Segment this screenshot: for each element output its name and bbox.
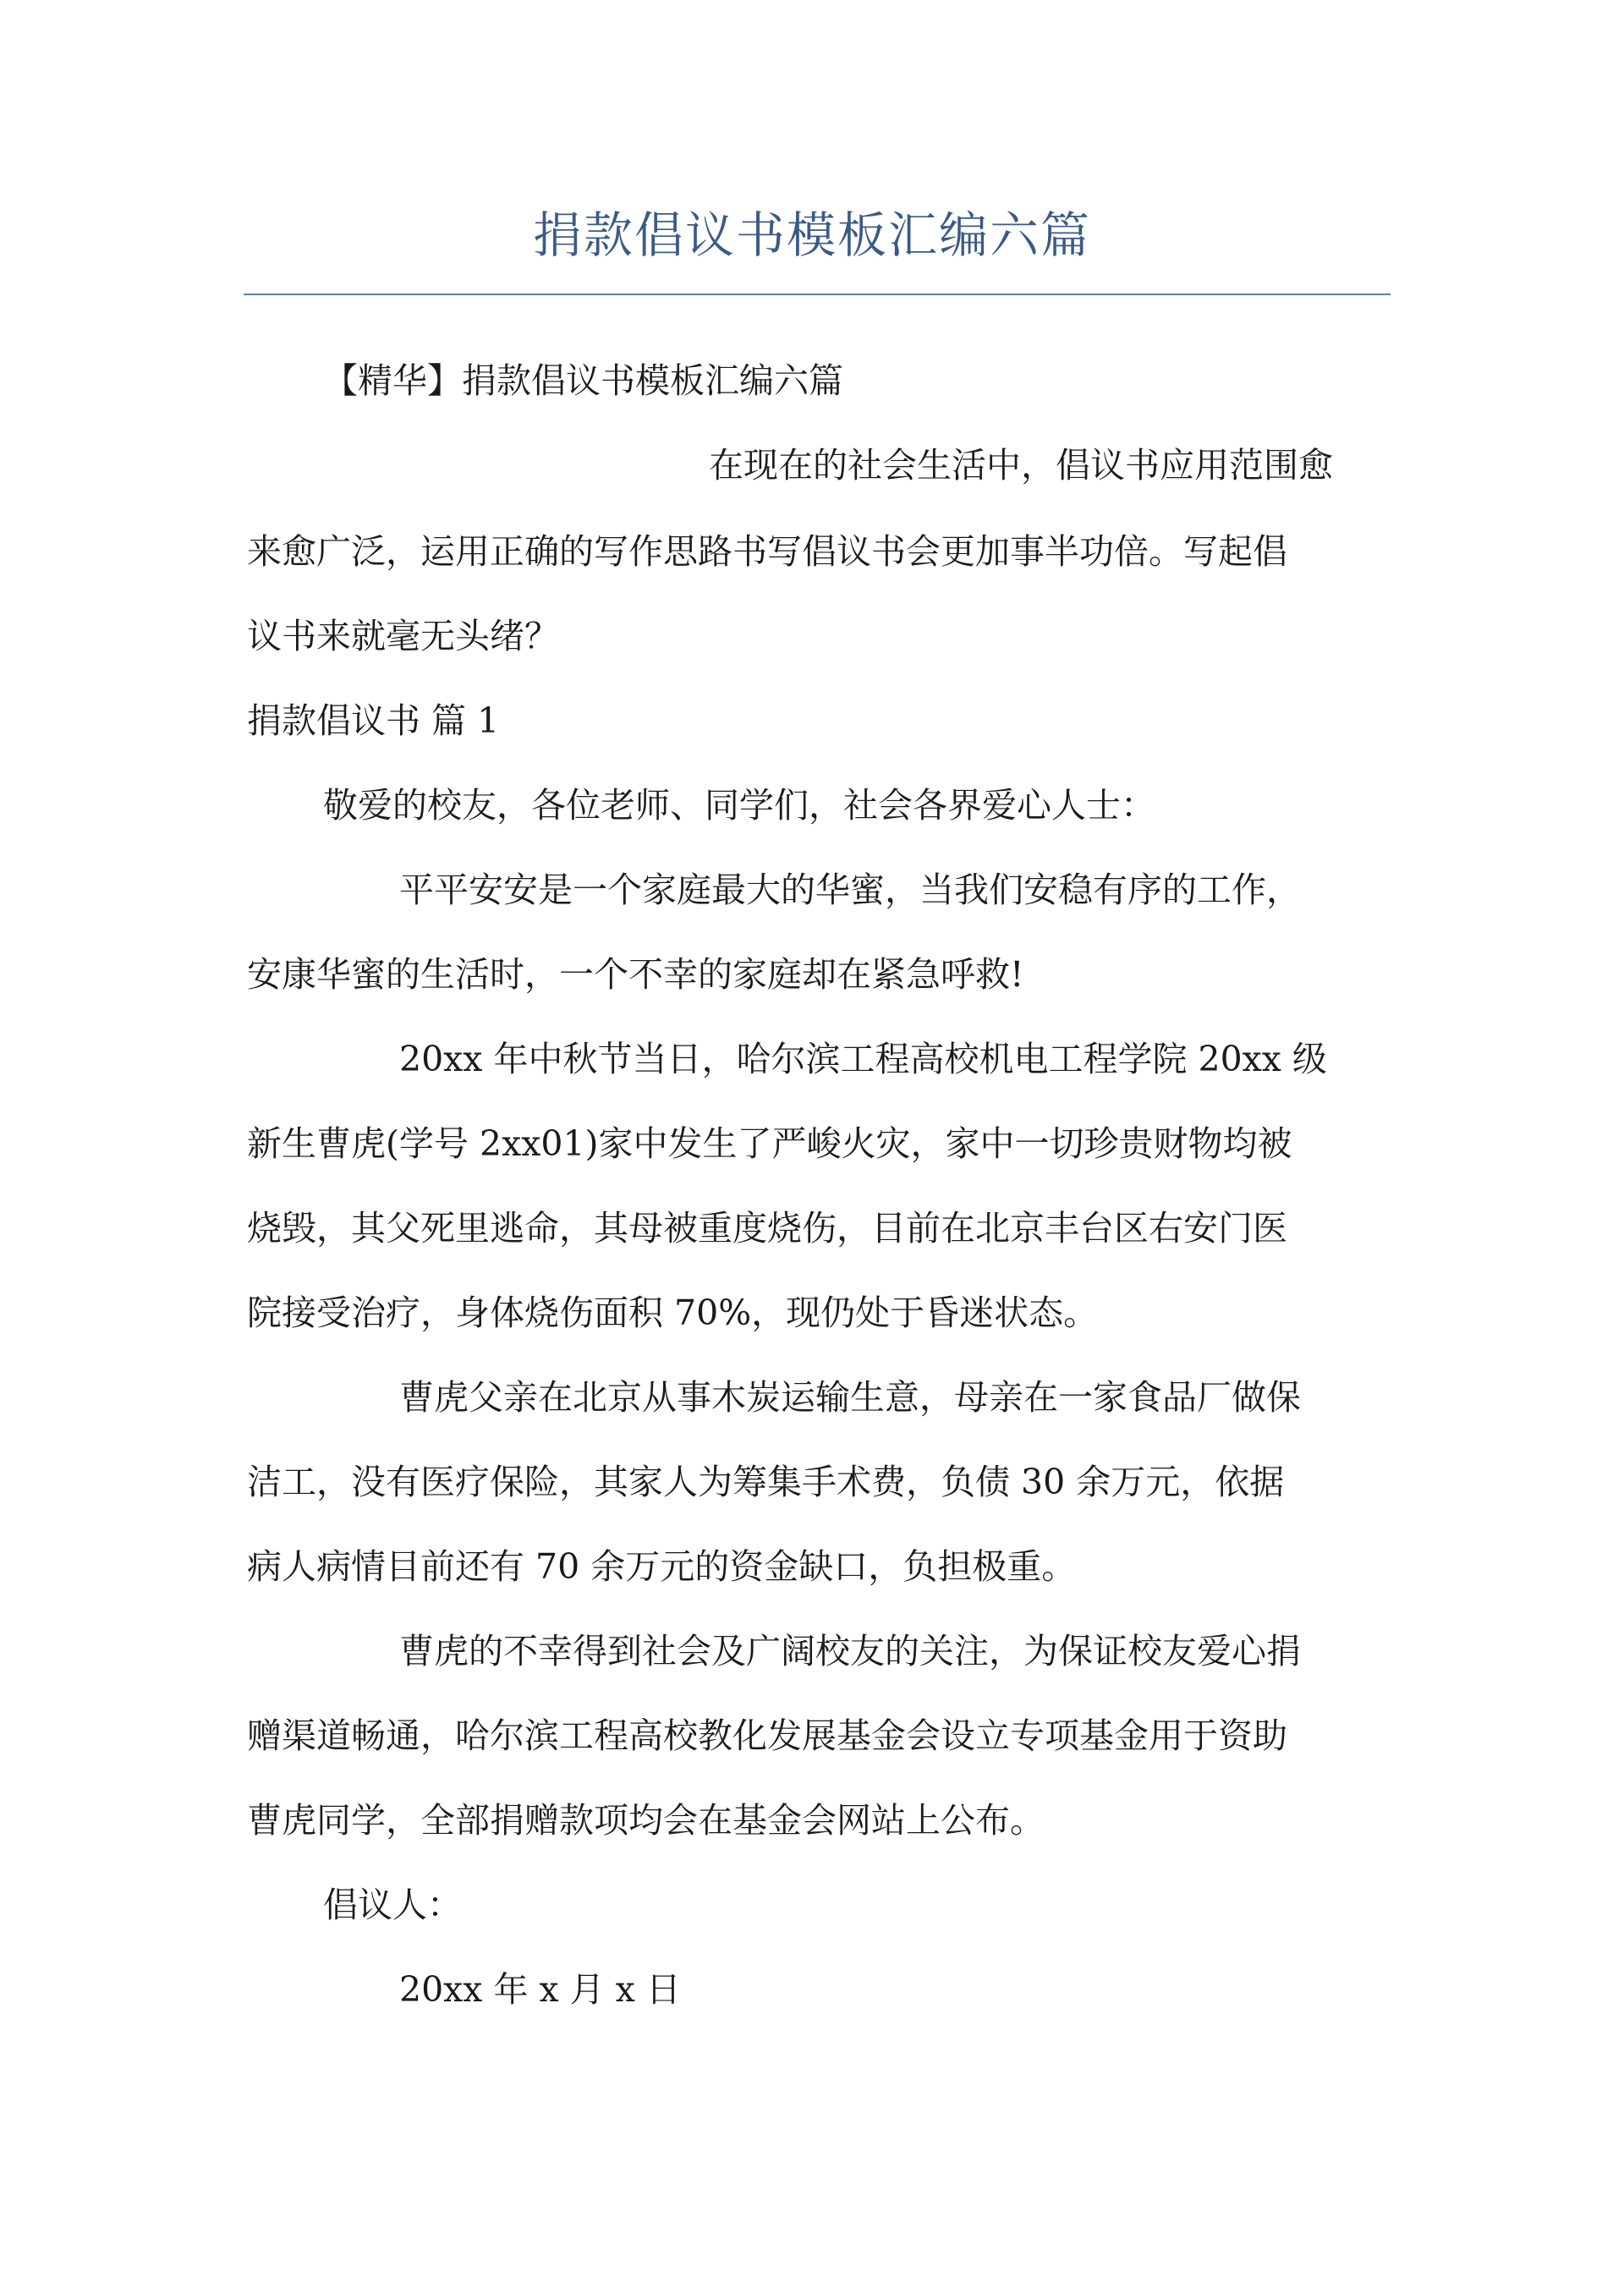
intro-line: 在现在的社会生活中，倡议书应用范围愈 <box>709 445 1333 486</box>
paragraph-line: 病人病情目前还有 70 余万元的资金缺口，负担极重。 <box>247 1546 1077 1587</box>
paragraph-line: 赠渠道畅通，哈尔滨工程高校教化发展基金会设立专项基金用于资助 <box>247 1715 1287 1756</box>
paragraph-line: 安康华蜜的生活时，一个不幸的家庭却在紧急呼救! <box>247 954 1024 995</box>
signature-date: 20xx 年 x 月 x 日 <box>399 1969 681 2010</box>
paragraph-line: 烧毁，其父死里逃命，其母被重度烧伤，目前在北京丰台区右安门医 <box>247 1208 1287 1249</box>
document-title: 捐款倡议书模板汇编六篇 <box>532 206 1091 264</box>
paragraph-line: 平平安安是一个家庭最大的华蜜，当我们安稳有序的工作， <box>399 870 1301 910</box>
paragraph-line: 曹虎父亲在北京从事木炭运输生意，母亲在一家食品厂做保 <box>399 1377 1301 1418</box>
salutation: 敬爱的校友，各位老师、同学们，社会各界爱心人士： <box>323 785 1155 826</box>
signer-label: 倡议人： <box>323 1885 462 1925</box>
paragraph-line: 曹虎同学，全部捐赠款项均会在基金会网站上公布。 <box>247 1800 1045 1841</box>
paragraph-line: 新生曹虎(学号 2xx01)家中发生了严峻火灾，家中一切珍贵财物均被 <box>247 1123 1292 1164</box>
paragraph-line: 院接受治疗，身体烧伤面积 70%，现仍处于昏迷状态。 <box>247 1292 1099 1333</box>
intro-line: 来愈广泛，运用正确的写作思路书写倡议书会更加事半功倍。写起倡 <box>247 531 1287 572</box>
document-heading: 【精华】捐款倡议书模板汇编六篇 <box>323 360 843 401</box>
paragraph-line: 洁工，没有医疗保险，其家人为筹集手术费，负债 30 余万元，依据 <box>247 1462 1285 1502</box>
title-underline <box>244 294 1391 295</box>
paragraph-line: 曹虎的不幸得到社会及广阔校友的关注，为保证校友爱心捐 <box>399 1631 1301 1671</box>
intro-line: 议书来就毫无头绪？ <box>247 616 559 656</box>
section-title: 捐款倡议书 篇 1 <box>247 700 500 741</box>
paragraph-line: 20xx 年中秋节当日，哈尔滨工程高校机电工程学院 20xx 级 <box>399 1039 1327 1079</box>
